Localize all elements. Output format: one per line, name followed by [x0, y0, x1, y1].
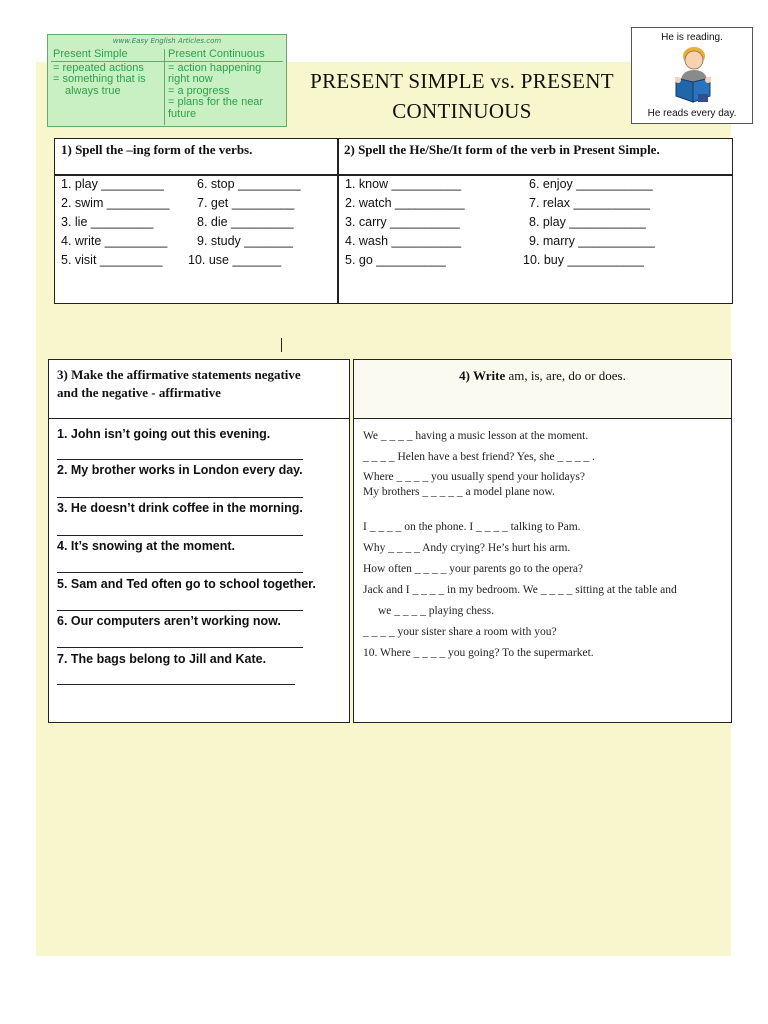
title-line-1: PRESENT SIMPLE vs. PRESENT	[310, 69, 614, 93]
exercise-4-sentence[interactable]: How often _ _ _ _ your parents go to the opera?	[363, 563, 584, 575]
exercise-4-sentence[interactable]: Where _ _ _ _ you usually spend your holidays?	[363, 471, 585, 483]
answer-line[interactable]	[57, 647, 303, 648]
site-credit: www.Easy English Articles.com	[112, 37, 222, 45]
answer-line[interactable]	[57, 459, 303, 460]
present-continuous-item: = a progress	[168, 84, 230, 97]
present-continuous-item: = plans for the near	[168, 96, 264, 108]
exercise-3-heading-line-2: and the negative - affirmative	[57, 385, 221, 400]
exercise-2-item[interactable]: 1. know __________	[345, 177, 462, 191]
answer-line[interactable]	[57, 572, 303, 573]
answer-line[interactable]	[57, 497, 303, 498]
exercise-3-sentence: 5. Sam and Ted often go to school together.	[57, 577, 316, 591]
reading-caption-top: He is reading.	[661, 32, 723, 43]
exercise-4-sentence[interactable]: _ _ _ _ Helen have a best friend? Yes, she _ _ _ _ .	[363, 451, 595, 463]
exercise-2-item[interactable]: 2. watch __________	[345, 196, 465, 210]
exercise-2-heading: 2) Spell the He/She/It form of the verb in Present Simple.	[344, 142, 660, 157]
boy-reading-icon	[662, 44, 724, 106]
exercise-3-sentence: 4. It’s snowing at the moment.	[57, 539, 236, 553]
present-simple-column	[53, 49, 161, 97]
exercise-4-sentence[interactable]: we _ _ _ _ playing chess.	[378, 605, 494, 617]
exercise-2-item[interactable]: 4. wash __________	[345, 234, 462, 248]
title-line-2: CONTINUOUS	[392, 99, 532, 123]
present-simple-heading: Present Simple	[53, 48, 128, 60]
exercise-2-item[interactable]: 8. play ___________	[529, 215, 646, 229]
exercise-2-item[interactable]: 5. go __________	[345, 253, 446, 267]
exercise-1-item[interactable]: 9. study _______	[197, 234, 293, 248]
answer-line[interactable]	[57, 535, 303, 536]
exercise-4-heading-prefix: 4) Write	[459, 368, 506, 383]
present-simple-item: always true	[65, 84, 121, 97]
exercise-3-heading-line-1: 3) Make the affirmative statements negative	[57, 367, 301, 382]
exercise-4-sentence[interactable]: 10. Where _ _ _ _ you going? To the supermarket.	[363, 647, 594, 659]
exercise-1-item[interactable]: 7. get _________	[197, 196, 295, 210]
exercise-4-heading-rest: am, is, are, do or does.	[505, 368, 626, 383]
exercise-2-item[interactable]: 10. buy ___________	[523, 253, 644, 267]
table-header-divider	[55, 174, 732, 176]
text-cursor-mark	[281, 338, 282, 352]
tense-summary-box	[47, 34, 287, 127]
exercise-3-sentence: 6. Our computers aren’t working now.	[57, 614, 281, 628]
reading-illustration-box	[631, 27, 753, 124]
exercise-4-header	[353, 359, 732, 419]
exercise-1-item[interactable]: 4. write _________	[61, 234, 168, 248]
present-continuous-heading: Present Continuous	[168, 48, 265, 60]
exercise-1-item[interactable]: 10. use _______	[188, 253, 282, 267]
exercise-1-item[interactable]: 1. play _________	[61, 177, 164, 191]
table-column-divider	[337, 139, 339, 303]
exercise-2-item[interactable]: 7. relax ___________	[529, 196, 650, 210]
exercise-3-header	[48, 359, 350, 419]
exercise-1-item[interactable]: 6. stop _________	[197, 177, 301, 191]
exercise-3-sentence: 2. My brother works in London every day.	[57, 463, 303, 477]
exercise-3-sentence: 1. John isn’t going out this evening.	[57, 427, 271, 441]
exercise-2-item[interactable]: 3. carry __________	[345, 215, 460, 229]
exercise-2-item[interactable]: 9. marry ___________	[529, 234, 655, 248]
exercise-3-body	[48, 418, 350, 723]
exercise-4-sentence[interactable]: We _ _ _ _ having a music lesson at the moment.	[363, 430, 589, 442]
present-continuous-column	[168, 49, 282, 120]
exercise-2-item[interactable]: 6. enjoy ___________	[529, 177, 653, 191]
present-continuous-item: = action happening	[168, 61, 262, 74]
exercise-1-2-table	[54, 138, 733, 304]
exercise-1-item[interactable]: 2. swim _________	[61, 196, 170, 210]
page-title	[292, 66, 632, 126]
exercise-1-item[interactable]: 3. lie _________	[61, 215, 154, 229]
exercise-4-body	[353, 418, 732, 723]
exercise-1-heading: 1) Spell the –ing form of the verbs.	[61, 142, 253, 157]
present-continuous-item: future	[168, 107, 197, 120]
exercise-3-sentence: 3. He doesn’t drink coffee in the morning.	[57, 501, 303, 515]
exercise-4-sentence[interactable]: I _ _ _ _ on the phone. I _ _ _ _ talking to Pam.	[363, 521, 581, 533]
exercise-4-sentence[interactable]: _ _ _ _ your sister share a room with you?	[363, 626, 557, 638]
exercise-4-sentence[interactable]: Jack and I _ _ _ _ in my bedroom. We _ _ _ _ sitting at the table and	[363, 584, 677, 596]
present-simple-item: = repeated actions	[53, 61, 144, 74]
exercise-3-sentence: 7. The bags belong to Jill and Kate.	[57, 652, 267, 666]
present-simple-item: = something that is	[53, 73, 146, 85]
exercise-4-heading	[354, 367, 731, 385]
present-continuous-item: right now	[168, 73, 213, 85]
exercise-4-sentence[interactable]: My brothers _ _ _ _ _ a model plane now.	[363, 486, 555, 498]
answer-line[interactable]	[57, 684, 295, 685]
reading-caption-bottom: He reads every day.	[647, 108, 737, 119]
exercise-3-heading	[57, 366, 345, 402]
exercise-1-item[interactable]: 8. die _________	[197, 215, 294, 229]
answer-line[interactable]	[57, 610, 303, 611]
exercise-1-item[interactable]: 5. visit _________	[61, 253, 163, 267]
exercise-4-sentence[interactable]: Why _ _ _ _ Andy crying? He’s hurt his arm.	[363, 542, 571, 554]
